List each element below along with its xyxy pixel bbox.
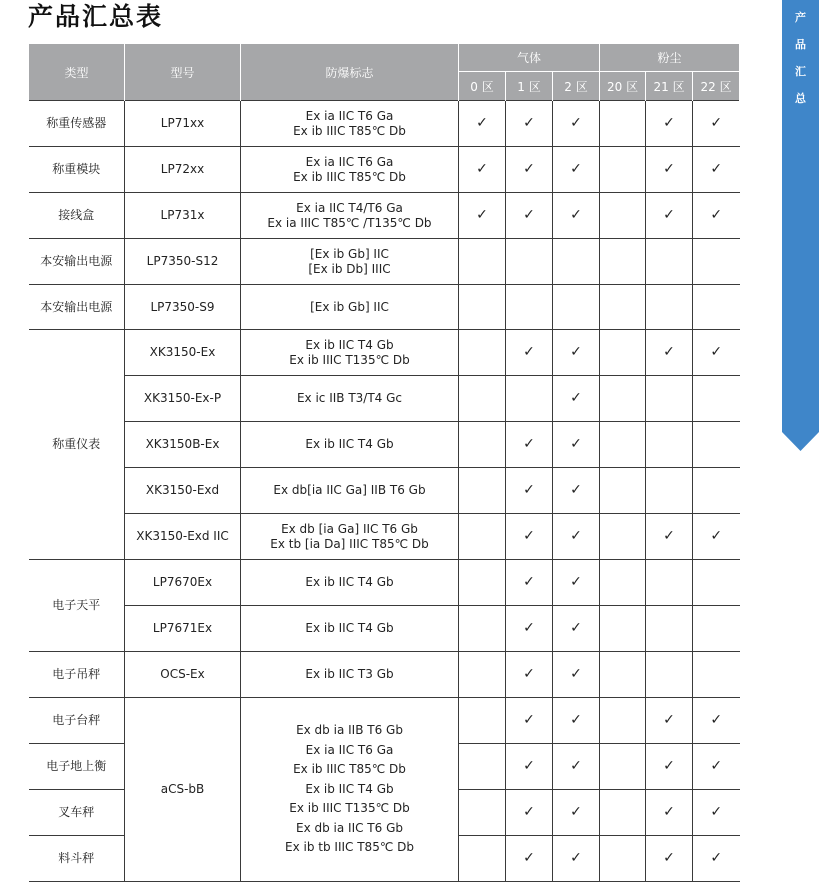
- table-row: [29, 285, 740, 330]
- check-icon: ✓: [570, 436, 582, 452]
- zone-cell: [459, 698, 506, 744]
- model-cell: XK3150-Exd IIC: [125, 514, 241, 560]
- zone-cell: [553, 514, 600, 560]
- check-icon: ✓: [663, 115, 675, 131]
- explosion-mark-cell: [241, 514, 459, 560]
- explosion-mark-line: Ex ib tb IIIC T85℃ Db: [285, 840, 414, 855]
- explosion-mark-line: Ex ib IIIC T135℃ Db: [289, 352, 410, 367]
- check-icon: ✓: [710, 115, 723, 131]
- zone-cell: [553, 606, 600, 652]
- check-icon: ✓: [570, 161, 582, 177]
- zone-cell: [553, 422, 600, 468]
- zone-cell: [600, 422, 646, 468]
- product-type-cell: 电子吊秤: [29, 652, 125, 698]
- explosion-mark-line: Ex ib IIC T4 Gb: [305, 575, 394, 589]
- zone-cell: [553, 101, 600, 147]
- zone-cell: [600, 285, 646, 330]
- header-zone: 1 区: [506, 72, 553, 101]
- zone-cell: [646, 514, 693, 560]
- zone-cell: [646, 193, 693, 239]
- product-type-cell: 电子天平: [29, 560, 125, 652]
- check-icon: ✓: [570, 528, 582, 544]
- check-icon: ✓: [523, 574, 535, 590]
- header-type: 类型: [29, 44, 125, 101]
- check-icon: ✓: [570, 574, 582, 590]
- model-cell: LP731x: [125, 193, 241, 239]
- zone-cell: [646, 422, 693, 468]
- zone-cell: [646, 101, 693, 147]
- zone-cell: [600, 744, 646, 790]
- check-icon: ✓: [710, 850, 723, 866]
- zone-cell: [553, 744, 600, 790]
- table-row: [29, 652, 740, 698]
- check-icon: ✓: [523, 528, 535, 544]
- explosion-mark-cell: [241, 652, 459, 698]
- table-row: [29, 560, 740, 606]
- side-tab-char: 汇: [795, 65, 806, 78]
- zone-cell: [506, 744, 553, 790]
- zone-cell: [693, 698, 740, 744]
- zone-cell: [600, 560, 646, 606]
- check-icon: ✓: [663, 758, 675, 774]
- zone-cell: [506, 147, 553, 193]
- check-icon: ✓: [710, 344, 723, 360]
- check-icon: ✓: [710, 804, 723, 820]
- check-icon: ✓: [523, 712, 535, 728]
- product-summary-table: [28, 44, 740, 882]
- zone-cell: [646, 147, 693, 193]
- check-icon: ✓: [523, 115, 535, 131]
- explosion-mark-line: Ex ia IIC T6 Ga: [305, 742, 394, 757]
- explosion-mark-line: Ex ib IIIC T85℃ Db: [293, 762, 406, 777]
- check-icon: ✓: [570, 712, 582, 728]
- check-icon: ✓: [523, 804, 535, 820]
- zone-cell: [600, 514, 646, 560]
- table-row: [29, 330, 740, 376]
- zone-cell: [600, 606, 646, 652]
- side-section-tab[interactable]: [782, 0, 819, 452]
- zone-cell: [506, 101, 553, 147]
- explosion-mark-line: [Ex ib Gb] IIC: [310, 299, 389, 314]
- zone-cell: [459, 285, 506, 330]
- zone-cell: [646, 239, 693, 285]
- model-cell: LP7671Ex: [125, 606, 241, 652]
- check-icon: ✓: [570, 804, 582, 820]
- model-cell: LP72xx: [125, 147, 241, 193]
- check-icon: ✓: [570, 207, 582, 223]
- explosion-mark-line: Ex ib IIIC T85℃ Db: [293, 123, 406, 138]
- zone-cell: [459, 376, 506, 422]
- zone-cell: [646, 652, 693, 698]
- explosion-mark-line: Ex ib IIIC T135℃ Db: [289, 801, 410, 816]
- header-zone: 21 区: [646, 72, 693, 101]
- product-type-cell: 称重传感器: [29, 101, 125, 147]
- zone-cell: [600, 836, 646, 882]
- header-model: 型号: [125, 44, 241, 101]
- check-icon: ✓: [570, 344, 582, 360]
- zone-cell: [600, 193, 646, 239]
- zone-cell: [693, 285, 740, 330]
- side-tab-char: 产: [795, 11, 806, 24]
- check-icon: ✓: [663, 804, 675, 820]
- zone-cell: [506, 193, 553, 239]
- zone-cell: [506, 836, 553, 882]
- zone-cell: [459, 652, 506, 698]
- check-icon: ✓: [663, 161, 675, 177]
- zone-cell: [600, 147, 646, 193]
- table-row: [29, 239, 740, 285]
- explosion-mark-cell: [241, 239, 459, 285]
- zone-cell: [553, 376, 600, 422]
- zone-cell: [693, 468, 740, 514]
- zone-cell: [693, 560, 740, 606]
- zone-cell: [459, 193, 506, 239]
- check-icon: ✓: [710, 712, 723, 728]
- explosion-mark-cell: [241, 101, 459, 147]
- zone-cell: [646, 790, 693, 836]
- zone-cell: [553, 836, 600, 882]
- zone-cell: [553, 330, 600, 376]
- zone-cell: [459, 790, 506, 836]
- zone-cell: [553, 560, 600, 606]
- zone-cell: [459, 836, 506, 882]
- zone-cell: [459, 744, 506, 790]
- zone-cell: [459, 147, 506, 193]
- product-type-cell: 称重仪表: [29, 330, 125, 560]
- table-row: [29, 514, 740, 560]
- zone-cell: [506, 698, 553, 744]
- zone-cell: [553, 147, 600, 193]
- zone-cell: [506, 468, 553, 514]
- check-icon: ✓: [570, 390, 582, 406]
- zone-cell: [553, 652, 600, 698]
- model-cell: LP7350-S9: [125, 285, 241, 330]
- zone-cell: [506, 606, 553, 652]
- explosion-mark-cell: [241, 285, 459, 330]
- table-row: [29, 193, 740, 239]
- zone-cell: [646, 606, 693, 652]
- product-type-cell: 电子地上衡: [29, 744, 125, 790]
- header-zone: 2 区: [553, 72, 600, 101]
- table-row: [29, 468, 740, 514]
- zone-cell: [693, 606, 740, 652]
- zone-cell: [693, 836, 740, 882]
- zone-cell: [506, 790, 553, 836]
- explosion-mark-cell: [241, 376, 459, 422]
- zone-cell: [600, 330, 646, 376]
- header-explosion-mark: 防爆标志: [241, 44, 459, 101]
- model-cell: XK3150-Exd: [125, 468, 241, 514]
- zone-cell: [506, 239, 553, 285]
- product-type-cell: 料斗秤: [29, 836, 125, 882]
- explosion-mark-line: Ex ib IIC T4 Gb: [305, 621, 394, 635]
- header-zone: 0 区: [459, 72, 506, 101]
- zone-cell: [506, 514, 553, 560]
- check-icon: ✓: [570, 620, 582, 636]
- zone-cell: [459, 330, 506, 376]
- check-icon: ✓: [570, 482, 582, 498]
- explosion-mark-line: Ex db ia IIB T6 Gb: [296, 723, 403, 738]
- explosion-mark-line: Ex ia IIC T6 Ga: [305, 154, 394, 169]
- explosion-mark-cell: [241, 193, 459, 239]
- side-tab-char: 品: [795, 38, 806, 51]
- explosion-mark-cell: [241, 422, 459, 468]
- page-title: 产品汇总表: [28, 2, 164, 31]
- zone-cell: [459, 514, 506, 560]
- zone-cell: [459, 422, 506, 468]
- table-row: [29, 422, 740, 468]
- product-type-cell: 本安输出电源: [29, 285, 125, 330]
- explosion-mark-line: Ex ic IIB T3/T4 Gc: [296, 391, 403, 405]
- zone-cell: [600, 239, 646, 285]
- explosion-mark-cell: [241, 560, 459, 606]
- explosion-mark-line: Ex ib IIIC T85℃ Db: [293, 169, 406, 184]
- zone-cell: [600, 790, 646, 836]
- zone-cell: [693, 101, 740, 147]
- product-type-cell: 接线盒: [29, 193, 125, 239]
- table-row: [29, 101, 740, 147]
- table-row: [29, 376, 740, 422]
- check-icon: ✓: [476, 207, 488, 223]
- check-icon: ✓: [570, 115, 582, 131]
- zone-cell: [646, 376, 693, 422]
- check-icon: ✓: [663, 712, 675, 728]
- product-type-cell: 叉车秤: [29, 790, 125, 836]
- model-cell: LP7670Ex: [125, 560, 241, 606]
- model-cell: aCS-bB: [125, 698, 241, 882]
- check-icon: ✓: [663, 207, 675, 223]
- explosion-mark-line: Ex db [ia Ga] IIC T6 Gb: [281, 521, 418, 536]
- zone-cell: [459, 468, 506, 514]
- check-icon: ✓: [663, 850, 675, 866]
- check-icon: ✓: [710, 758, 723, 774]
- explosion-mark-cell: [241, 698, 459, 882]
- explosion-mark-line: Ex db[ia IIC Ga] IIB T6 Gb: [273, 483, 426, 497]
- zone-cell: [646, 468, 693, 514]
- check-icon: ✓: [570, 850, 582, 866]
- check-icon: ✓: [523, 207, 535, 223]
- zone-cell: [600, 468, 646, 514]
- zone-cell: [693, 376, 740, 422]
- model-cell: XK3150-Ex: [125, 330, 241, 376]
- zone-cell: [693, 193, 740, 239]
- table-row: [29, 147, 740, 193]
- zone-cell: [459, 560, 506, 606]
- table-row: [29, 698, 740, 744]
- zone-cell: [646, 698, 693, 744]
- check-icon: ✓: [663, 528, 675, 544]
- zone-cell: [553, 193, 600, 239]
- zone-cell: [553, 468, 600, 514]
- zone-cell: [693, 790, 740, 836]
- check-icon: ✓: [710, 207, 723, 223]
- check-icon: ✓: [710, 161, 723, 177]
- zone-cell: [646, 560, 693, 606]
- zone-cell: [506, 422, 553, 468]
- zone-cell: [646, 285, 693, 330]
- check-icon: ✓: [570, 758, 582, 774]
- check-icon: ✓: [476, 161, 488, 177]
- zone-cell: [553, 285, 600, 330]
- explosion-mark-line: [Ex ib Gb] IIC: [310, 246, 389, 261]
- model-cell: LP7350-S12: [125, 239, 241, 285]
- check-icon: ✓: [663, 344, 675, 360]
- zone-cell: [600, 376, 646, 422]
- check-icon: ✓: [523, 850, 535, 866]
- model-cell: XK3150B-Ex: [125, 422, 241, 468]
- zone-cell: [646, 744, 693, 790]
- zone-cell: [693, 744, 740, 790]
- zone-cell: [693, 147, 740, 193]
- zone-cell: [600, 652, 646, 698]
- zone-cell: [553, 698, 600, 744]
- explosion-mark-line: Ex ia IIIC T85℃ /T135℃ Db: [267, 215, 432, 230]
- zone-cell: [646, 836, 693, 882]
- check-icon: ✓: [523, 758, 535, 774]
- header-zone: 20 区: [600, 72, 646, 101]
- zone-cell: [693, 652, 740, 698]
- explosion-mark-line: [Ex ib Db] IIIC: [308, 261, 391, 276]
- explosion-mark-line: Ex ib IIC T3 Gb: [305, 667, 394, 681]
- zone-cell: [506, 560, 553, 606]
- zone-cell: [506, 376, 553, 422]
- product-type-cell: 电子台秤: [29, 698, 125, 744]
- model-cell: OCS-Ex: [125, 652, 241, 698]
- zone-cell: [693, 422, 740, 468]
- explosion-mark-cell: [241, 606, 459, 652]
- model-cell: LP71xx: [125, 101, 241, 147]
- zone-cell: [459, 239, 506, 285]
- check-icon: ✓: [523, 482, 535, 498]
- explosion-mark-cell: [241, 147, 459, 193]
- side-tab-label: [782, 4, 819, 112]
- check-icon: ✓: [523, 666, 535, 682]
- zone-cell: [600, 698, 646, 744]
- explosion-mark-line: Ex db ia IIC T6 Gb: [295, 820, 403, 835]
- explosion-mark-line: Ex ia IIC T6 Ga: [305, 108, 394, 123]
- explosion-mark-line: Ex ib IIC T4 Gb: [305, 437, 394, 451]
- zone-cell: [553, 790, 600, 836]
- explosion-mark-line: Ex ib IIC T4 Gb: [305, 781, 394, 796]
- product-type-cell: 本安输出电源: [29, 239, 125, 285]
- check-icon: ✓: [710, 528, 723, 544]
- zone-cell: [693, 514, 740, 560]
- header-dust: 粉尘: [600, 44, 740, 72]
- model-cell: XK3150-Ex-P: [125, 376, 241, 422]
- explosion-mark-cell: [241, 468, 459, 514]
- header-zone: 22 区: [693, 72, 740, 101]
- check-icon: ✓: [523, 620, 535, 636]
- explosion-mark-line: Ex ib IIC T4 Gb: [305, 337, 394, 352]
- product-type-cell: 称重模块: [29, 147, 125, 193]
- check-icon: ✓: [523, 161, 535, 177]
- explosion-mark-line: Ex ia IIC T4/T6 Ga: [296, 200, 403, 215]
- zone-cell: [459, 606, 506, 652]
- zone-cell: [506, 285, 553, 330]
- side-tab-char: 总: [795, 92, 806, 105]
- explosion-mark-cell: [241, 330, 459, 376]
- zone-cell: [693, 239, 740, 285]
- explosion-mark-line: Ex tb [ia Da] IIIC T85℃ Db: [270, 536, 429, 551]
- zone-cell: [506, 652, 553, 698]
- check-icon: ✓: [570, 666, 582, 682]
- check-icon: ✓: [523, 344, 535, 360]
- table-row: [29, 606, 740, 652]
- check-icon: ✓: [476, 115, 488, 131]
- zone-cell: [600, 101, 646, 147]
- header-gas: 气体: [459, 44, 600, 72]
- zone-cell: [459, 101, 506, 147]
- check-icon: ✓: [523, 436, 535, 452]
- zone-cell: [646, 330, 693, 376]
- zone-cell: [693, 330, 740, 376]
- zone-cell: [553, 239, 600, 285]
- zone-cell: [506, 330, 553, 376]
